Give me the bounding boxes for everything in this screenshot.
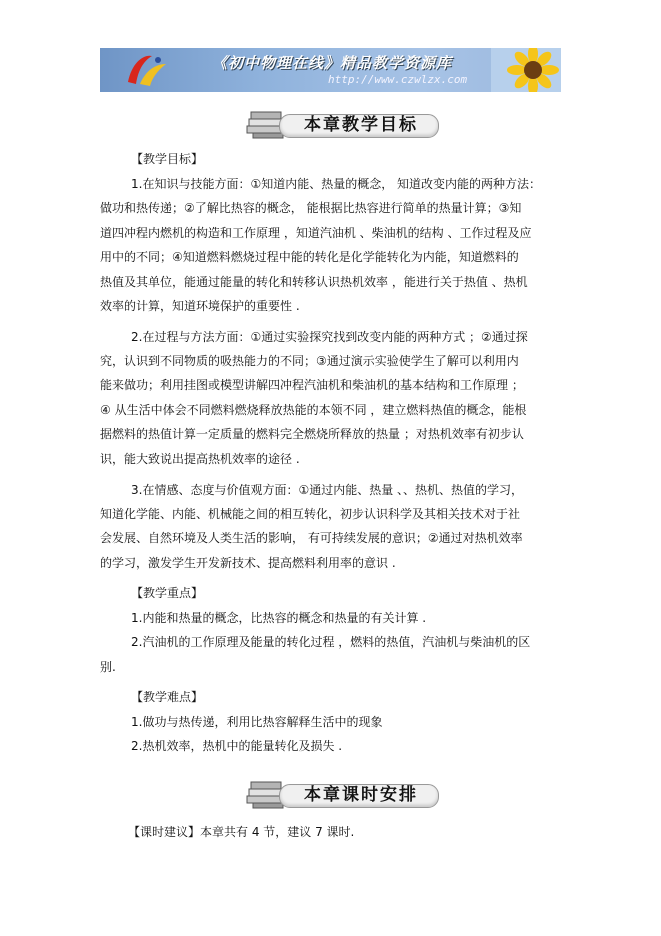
text-line: 【教学重点】	[131, 586, 204, 600]
text-line: 知道化学能、内能、机械能之间的相互转化，初步认识科学及其相关技术对于社	[100, 507, 521, 521]
text-line: 【教学目标】	[131, 152, 204, 166]
section-heading-goals	[245, 106, 439, 140]
heading-label: 本章课时安排	[304, 785, 418, 805]
text-line: 据燃料的热值计算一定质量的燃料完全燃烧所释放的热量 ；对热机效率有初步认	[100, 427, 524, 441]
section-heading-schedule	[245, 776, 439, 810]
text-line: 究，认识到不同物质的吸热能力的不同；③通过演示实验使学生了解可以利用内	[100, 354, 519, 368]
heading-label: 本章教学目标	[304, 115, 418, 135]
banner-url: http://www.czwlzx.com	[328, 73, 468, 86]
text-line: 【教学难点】	[131, 690, 204, 704]
text-line: 2.汽油机的工作原理及能量的转化过程 ，燃料的热值，汽油机与柴油机的区	[131, 635, 531, 649]
text-line: 的学习，激发学生开发新技术、提高燃料利用率的意识 .	[100, 556, 396, 570]
text-line: 用中的不同；④知道燃料燃烧过程中能的转化是化学能转化为内能，知道燃料的	[100, 250, 519, 264]
site-logo-icon	[122, 52, 170, 88]
text-line: 别.	[100, 660, 116, 674]
text-line: 1.内能和热量的概念，比热容的概念和热量的有关计算 .	[131, 611, 427, 625]
sunflower-icon	[491, 48, 561, 92]
text-line: 效率的计算，知道环境保护的重要性 .	[100, 299, 300, 313]
text-line: 能来做功；利用挂图或模型讲解四冲程汽油机和柴油机的基本结构和工作原理 ；	[100, 378, 524, 392]
text-line: 2.在过程与方法方面：①通过实验探究找到改变内能的两种方式 ；②通过探	[131, 330, 528, 344]
resource-banner	[100, 48, 561, 92]
banner-title: 《初中物理在线》精品教学资源库	[212, 54, 453, 72]
text-line: 1.在知识与技能方面：①知道内能、热量的概念， 知道改变内能的两种方法：	[131, 177, 542, 191]
text-line: 热值及其单位，能通过能量的转化和转移认识热机效率 ，能进行关于热值 、热机	[100, 275, 528, 289]
text-line: 会发展、自然环境及人类生活的影响， 有可持续发展的意识；②通过对热机效率	[100, 531, 523, 545]
text-line: ④ 从生活中体会不同燃料燃烧释放热能的本领不同 ，建立燃料热值的概念，能根	[100, 403, 527, 417]
text-line: 3.在情感、态度与价值观方面：①通过内能、热量 、、热机、热值的学习，	[131, 483, 524, 497]
text-line: 识，能大致说出提高热机效率的途径 .	[100, 452, 300, 466]
text-line: 2.热机效率，热机中的能量转化及损失 .	[131, 739, 343, 753]
text-line: 1.做功与热传递，利用比热容解释生活中的现象	[131, 715, 383, 729]
text-line: 道四冲程内燃机的构造和工作原理 ，知道汽油机 、柴油机的结构 、工作过程及应	[100, 226, 532, 240]
text-line: 做功和热传递；②了解比热容的概念， 能根据比热容进行简单的热量计算；③知	[100, 201, 522, 215]
schedule-line: 【课时建议】本章共有 4 节，建议 7 课时.	[128, 825, 355, 839]
